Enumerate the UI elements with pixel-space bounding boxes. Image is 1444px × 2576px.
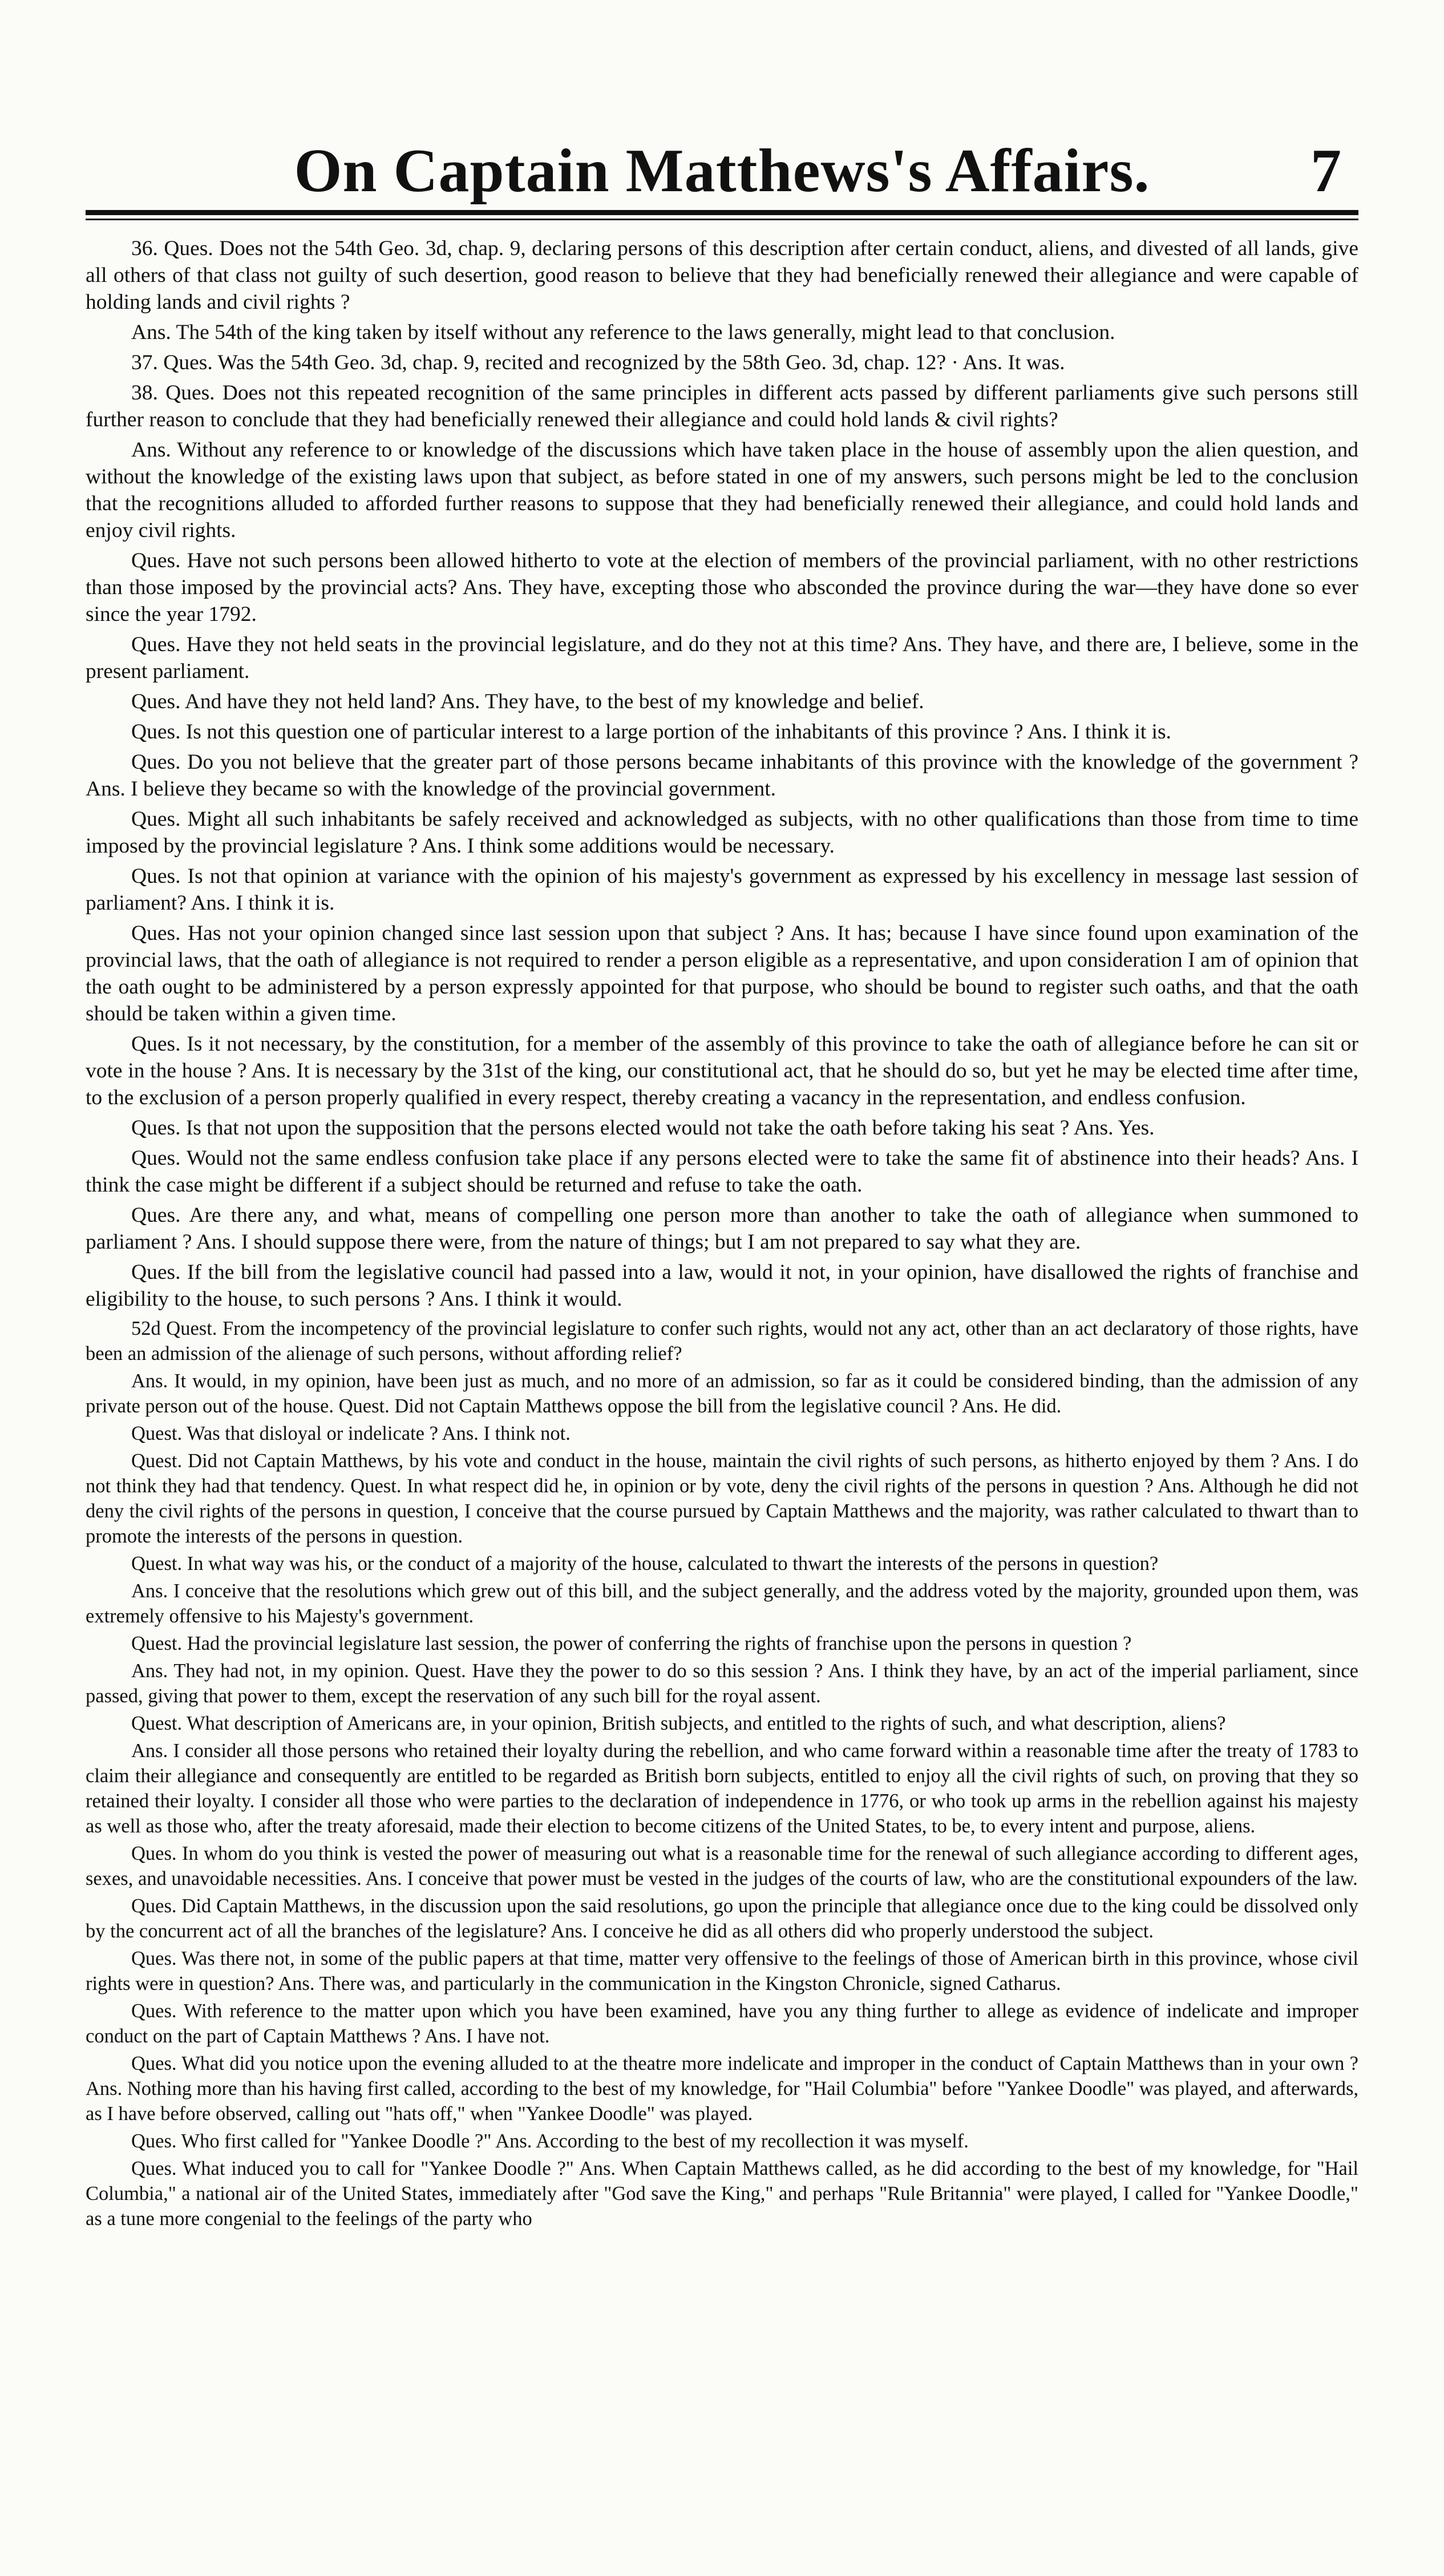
paragraph: Ques. Is not that opinion at variance with the opinion of his majesty's government as expressed by his excellency in message last session of parliament? Ans. I think it is. <box>86 865 1358 915</box>
paragraph: Ques. Who first called for "Yankee Doodle ?" Ans. According to the best of my recollection it was myself. <box>131 2130 969 2152</box>
paragraph: Ques. Might all such inhabitants be safely received and acknowledged as subjects, with no other qualifications than those from time to time imposed by the provincial legislature ? Ans. I think some additions would be necessary. <box>86 807 1358 858</box>
page-title: On Captain Matthews's Affairs. <box>294 137 1150 205</box>
paragraph: 52d Quest. From the incompetency of the provincial legislature to confer such rights, would not any act, other than an act declaratory of those rights, have been an admission of the alienage of such persons, without affording relief? <box>86 1318 1358 1364</box>
paragraph: Ques. In whom do you think is vested the power of measuring out what is a reasonable time for the renewal of such allegiance according to different ages, sexes, and unavoidable necessities. Ans. I conceive that power must be vested in the judges of the courts of law, who are the constitutional expounders of the law. <box>86 1843 1358 1889</box>
paragraph: Ques. Is not this question one of particular interest to a large portion of the inhabitants of this province ? Ans. I think it is. <box>131 720 1171 744</box>
paragraph: Ans. I consider all those persons who retained their loyalty during the rebellion, and who came forward within a reasonable time after the treaty of 1783 to claim their allegiance and consequently are entitled to be regarded as British born subjects, entitled to enjoy all the civil rights of such, on proving that they so retained their loyalty. I consider all those who were parties to the declaration of independence in 1776, or who took up arms in the rebellion against his majesty as well as those who, after the treaty aforesaid, made their election to become citizens of the United States, to be, to every intent and purpose, aliens. <box>86 1740 1358 1837</box>
paragraph: Ques. Have they not held seats in the provincial legislature, and do they not at this time? Ans. They have, and there are, I believe, some in the present parliament. <box>86 633 1358 683</box>
paragraph: Ques. Are there any, and what, means of compelling one person more than another to take the oath of allegiance when summoned to parliament ? Ans. I should suppose there were, from the nature of things; but I am not prepared to say what they are. <box>86 1204 1358 1254</box>
paragraph: 36. Ques. Does not the 54th Geo. 3d, chap. 9, declaring persons of this description after certain conduct, aliens, and divested of all lands, give all others of that class not guilty of such desertion, good reason to believe that they had beneficially renewed their allegiance and were capable of holding lands and civil rights ? <box>86 237 1358 314</box>
paragraph: Quest. Did not Captain Matthews, by his vote and conduct in the house, maintain the civil rights of such persons, as hitherto enjoyed by them ? Ans. I do not think they had that tendency. Quest. In what respect did he, in opinion or by vote, deny the civil rights of the persons in question ? Ans. Although he did not deny the civil rights of the persons in question, I conceive that the course pursued by Captain Matthews and the majority, was rather calculated to thwart than to promote the interests of the persons in question. <box>86 1450 1358 1547</box>
paragraph: Ans. It would, in my opinion, have been just as much, and no more of an admission, so far as it could be considered binding, than the admission of any private person out of the house. Quest. Did not Captain Matthews oppose the bill from the legislative council ? Ans. He did. <box>86 1370 1358 1417</box>
paragraph: Quest. What description of Americans are, in your opinion, British subjects, and entitled to the rights of such, and what description, aliens? <box>131 1713 1226 1734</box>
paragraph: Ques. Was there not, in some of the public papers at that time, matter very offensive to the feelings of those of American birth in this province, whose civil rights were in question? Ans. There was, and particularly in the communication in the Kingston Chronicle, signed Catharus. <box>86 1948 1358 1994</box>
paragraph: Ques. With reference to the matter upon which you have been examined, have you any thing further to allege as evidence of indelicate and improper conduct on the part of Captain Matthews ? Ans. I have not. <box>86 2000 1358 2047</box>
page-number: 7 <box>1310 137 1341 205</box>
paragraph: Ques. Do you not believe that the greater part of those persons became inhabitants of this province with the knowledge of the government ? Ans. I believe they became so with the knowledge of the provincial government. <box>86 750 1358 801</box>
paragraph: Ans. Without any reference to or knowledge of the discussions which have taken place in the house of assembly upon the alien question, and without the knowledge of the existing laws upon that subject, as before stated in one of my answers, such persons might be led to the conclusion that the recognitions alluded to afforded further reasons to suppose that they had beneficially renewed their allegiance, and could hold lands and enjoy civil rights. <box>86 438 1358 542</box>
document-body <box>86 235 1358 2231</box>
header-rule-thick <box>86 210 1358 215</box>
paragraph: Ques. Has not your opinion changed since last session upon that subject ? Ans. It has; because I have since found upon examination of the provincial laws, that the oath of allegiance is not required to render a person eligible as a representative, and upon consideration I am of opinion that the oath ought to be administered by a person expressly appointed for that purpose, who should be bound to register such oaths, and that the oath should be taken within a given time. <box>86 922 1358 1025</box>
paragraph: Ques. Is it not necessary, by the constitution, for a member of the assembly of this province to take the oath of allegiance before he can sit or vote in the house ? Ans. It is necessary by the 31st of the king, our constitutional act, that he should do so, but yet he may be elected time after time, to the exclusion of a person properly qualified in every respect, thereby creating a vacancy in the representation, and endless confusion. <box>86 1032 1358 1109</box>
paragraph: Ques. Would not the same endless confusion take place if any persons elected were to take the same fit of abstinence into their heads? Ans. I think the case might be different if a subject should be returned and refuse to take the oath. <box>86 1146 1358 1197</box>
paragraph: Ques. Did Captain Matthews, in the discussion upon the said resolutions, go upon the principle that allegiance once due to the king could be dissolved only by the concurrent act of all the branches of the legislature? Ans. I conceive he did as all others did who properly understood the subject. <box>86 1895 1358 1942</box>
paragraph: Ans. I conceive that the resolutions which grew out of this bill, and the subject generally, and the address voted by the majority, grounded upon them, was extremely offensive to his Majesty's government. <box>86 1580 1358 1627</box>
paragraph: Ques. What induced you to call for "Yankee Doodle ?" Ans. When Captain Matthews called, as he did according to the best of my knowledge, for "Hail Columbia," a national air of the United States, immediately after "God save the King," and perhaps "Rule Britannia" were played, I called for "Yankee Doodle," as a tune more congenial to the feelings of the party who <box>86 2158 1358 2230</box>
paragraph: Ans. The 54th of the king taken by itself without any reference to the laws generally, might lead to that conclusion. <box>131 321 1115 344</box>
paragraph: Ques. If the bill from the legislative council had passed into a law, would it not, in your opinion, have disallowed the rights of franchise and eligibility to the house, to such persons ? Ans. I think it would. <box>86 1261 1358 1311</box>
paragraph: Quest. Had the provincial legislature last session, the power of conferring the rights of franchise upon the persons in question ? <box>131 1633 1132 1654</box>
header-rule-thin <box>86 219 1358 220</box>
paragraph: Ans. They had not, in my opinion. Quest. Have they the power to do so this session ? Ans. I think they have, by an act of the imperial parliament, since passed, giving that power to them, except the reservation of any such bill for the royal assent. <box>86 1660 1358 1707</box>
paragraph: Ques. Is that not upon the supposition that the persons elected would not take the oath before taking his seat ? Ans. Yes. <box>131 1116 1155 1140</box>
paragraph: 37. Ques. Was the 54th Geo. 3d, chap. 9, recited and recognized by the 58th Geo. 3d, chap. 12? · Ans. It was. <box>131 351 1065 374</box>
paragraph: Ques. And have they not held land? Ans. They have, to the best of my knowledge and belief. <box>131 690 924 713</box>
paragraph: 38. Ques. Does not this repeated recognition of the same principles in different acts passed by different parliaments give such persons still further reason to conclude that they had beneficially renewed their allegiance and could hold lands & civil rights? <box>86 381 1358 431</box>
paragraph: Ques. What did you notice upon the evening alluded to at the theatre more indelicate and improper in the conduct of Captain Matthews than in your own ? Ans. Nothing more than his having first called, according to the best of my knowledge, for "Hail Columbia" before "Yankee Doodle" was played, and afterwards, as I have before observed, calling out "hats off," when "Yankee Doodle" was played. <box>86 2053 1358 2125</box>
paragraph: Quest. Was that disloyal or indelicate ? Ans. I think not. <box>131 1423 571 1444</box>
paragraph: Ques. Have not such persons been allowed hitherto to vote at the election of members of the provincial parliament, with no other restrictions than those imposed by the provincial acts? Ans. They have, excepting those who absconded the province during the war—they have done so ever since the year 1792. <box>86 549 1358 626</box>
paragraph: Quest. In what way was his, or the conduct of a majority of the house, calculated to thwart the interests of the persons in question? <box>131 1553 1159 1574</box>
page-header <box>86 137 1358 205</box>
